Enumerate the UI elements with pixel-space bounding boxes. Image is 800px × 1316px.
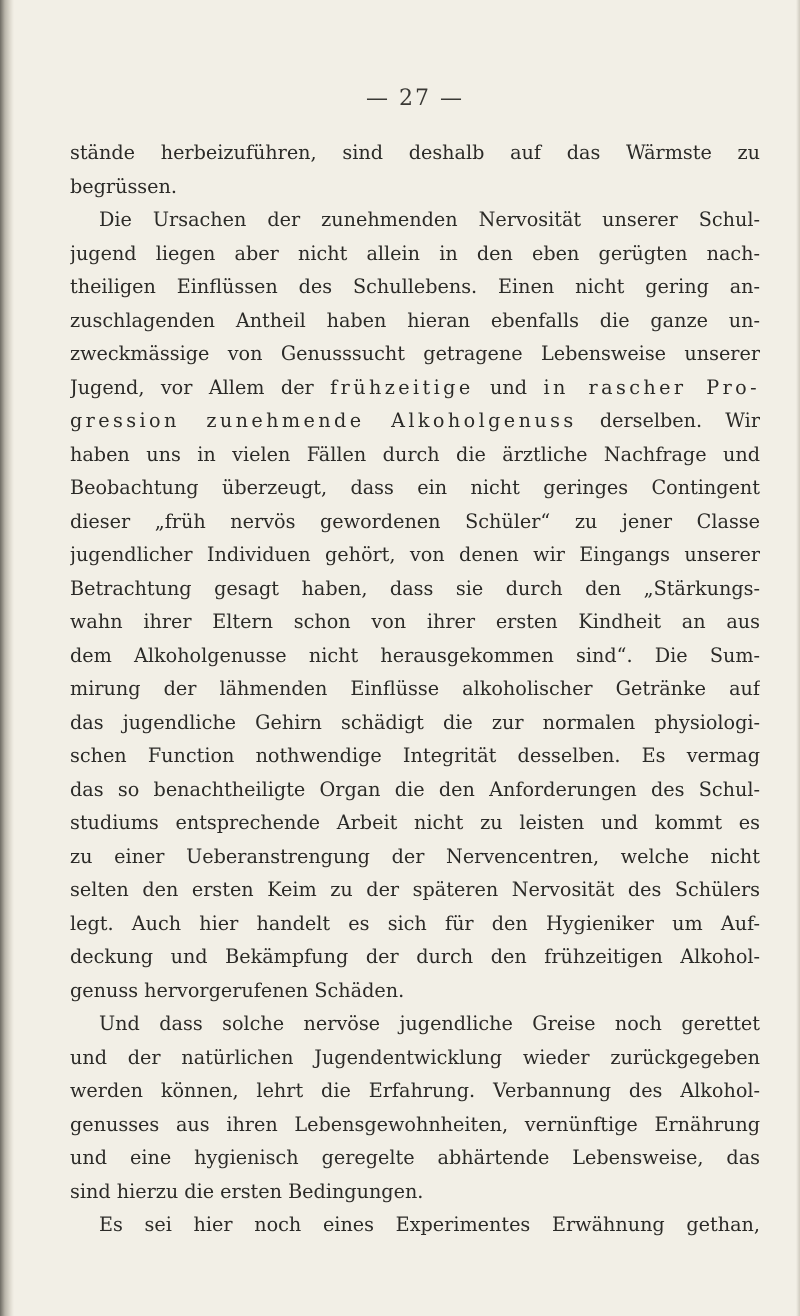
text-line: und der natürlichen Jugendentwicklung wieder zurückgegeben	[70, 1045, 760, 1069]
text-line: jugend liegen aber nicht allein in den eben gerügten nach-	[70, 241, 760, 265]
text-run: Jugend, vor Allem der	[70, 375, 331, 399]
body-text	[70, 136, 760, 1242]
text-line: dieser „früh nervös gewordenen Schüler“ zu jener Classe	[70, 509, 760, 533]
text-line: theiligen Einflüssen des Schullebens. Einen nicht gering an-	[70, 275, 760, 298]
text-line: schen Function nothwendige Integrität desselben. Es vermag	[70, 744, 760, 767]
text-line: deckung und Bekämpfung der durch den frühzeitigen Alkohol-	[70, 945, 760, 968]
text-line: und eine hygienisch geregelte abhärtende Lebensweise, das	[70, 1146, 760, 1169]
text-line: mirung der lähmenden Einflüsse alkoholischer Getränke auf	[70, 677, 760, 700]
text-run: derselben. Wir	[576, 409, 760, 432]
text-line: Die Ursachen der zunehmenden Nervosität unserer Schul-	[99, 208, 760, 231]
text-line: das so benachtheiligte Organ die den Anforderungen des Schul-	[70, 777, 760, 801]
text-line	[70, 371, 760, 405]
binding-edge	[0, 0, 14, 1316]
emphasized-text: frühzeitige	[330, 375, 474, 399]
text-line: zu einer Ueberanstrengung der Nervencentren, welche nicht	[70, 844, 760, 868]
text-line: Und dass solche nervöse jugendliche Greise noch gerettet	[99, 1012, 760, 1035]
emphasized-text: in rascher Pro-	[543, 375, 760, 399]
text-line	[70, 404, 760, 438]
text-run: und	[473, 375, 544, 399]
text-line: zweckmässige von Genusssucht getragene Lebensweise unserer	[70, 342, 760, 365]
text-line: jugendlicher Individuen gehört, von denen wir Eingangs unserer	[70, 543, 760, 566]
text-line: studiums entsprechende Arbeit nicht zu leisten und kommt es	[70, 811, 760, 834]
page-number: — 27 —	[366, 86, 464, 111]
text-line: begrüssen.	[70, 174, 177, 198]
text-line: stände herbeizuführen, sind deshalb auf das Wärmste zu	[70, 141, 760, 164]
text-line: legt. Auch hier handelt es sich für den Hygieniker um Auf-	[70, 911, 760, 935]
text-line: das jugendliche Gehirn schädigt die zur normalen physiologi-	[70, 710, 760, 734]
text-line: Es sei hier noch eines Experimentes Erwähnung gethan,	[99, 1213, 760, 1236]
text-line: haben uns in vielen Fällen durch die ärztliche Nachfrage und	[70, 442, 760, 466]
text-line: dem Alkoholgenusse nicht herausgekommen sind“. Die Sum-	[70, 643, 760, 667]
page-edge	[796, 0, 800, 1316]
text-line: Betrachtung gesagt haben, dass sie durch den „Stärkungs-	[70, 576, 760, 600]
text-line: zuschlagenden Antheil haben hieran ebenfalls die ganze un-	[70, 308, 760, 332]
text-line: selten den ersten Keim zu der späteren Nervosität des Schülers	[70, 878, 760, 901]
emphasized-text: gression zunehmende Alkoholgenuss	[70, 409, 577, 432]
text-line: Beobachtung überzeugt, dass ein nicht geringes Contingent	[70, 476, 760, 499]
text-line: werden können, lehrt die Erfahrung. Verbannung des Alkohol-	[70, 1079, 760, 1102]
text-line: genusses aus ihren Lebensgewohnheiten, vernünftige Ernährung	[70, 1112, 760, 1136]
text-line: sind hierzu die ersten Bedingungen.	[70, 1179, 424, 1203]
text-line: wahn ihrer Eltern schon von ihrer ersten Kindheit an aus	[70, 610, 760, 633]
text-line: genuss hervorgerufenen Schäden.	[70, 978, 405, 1002]
